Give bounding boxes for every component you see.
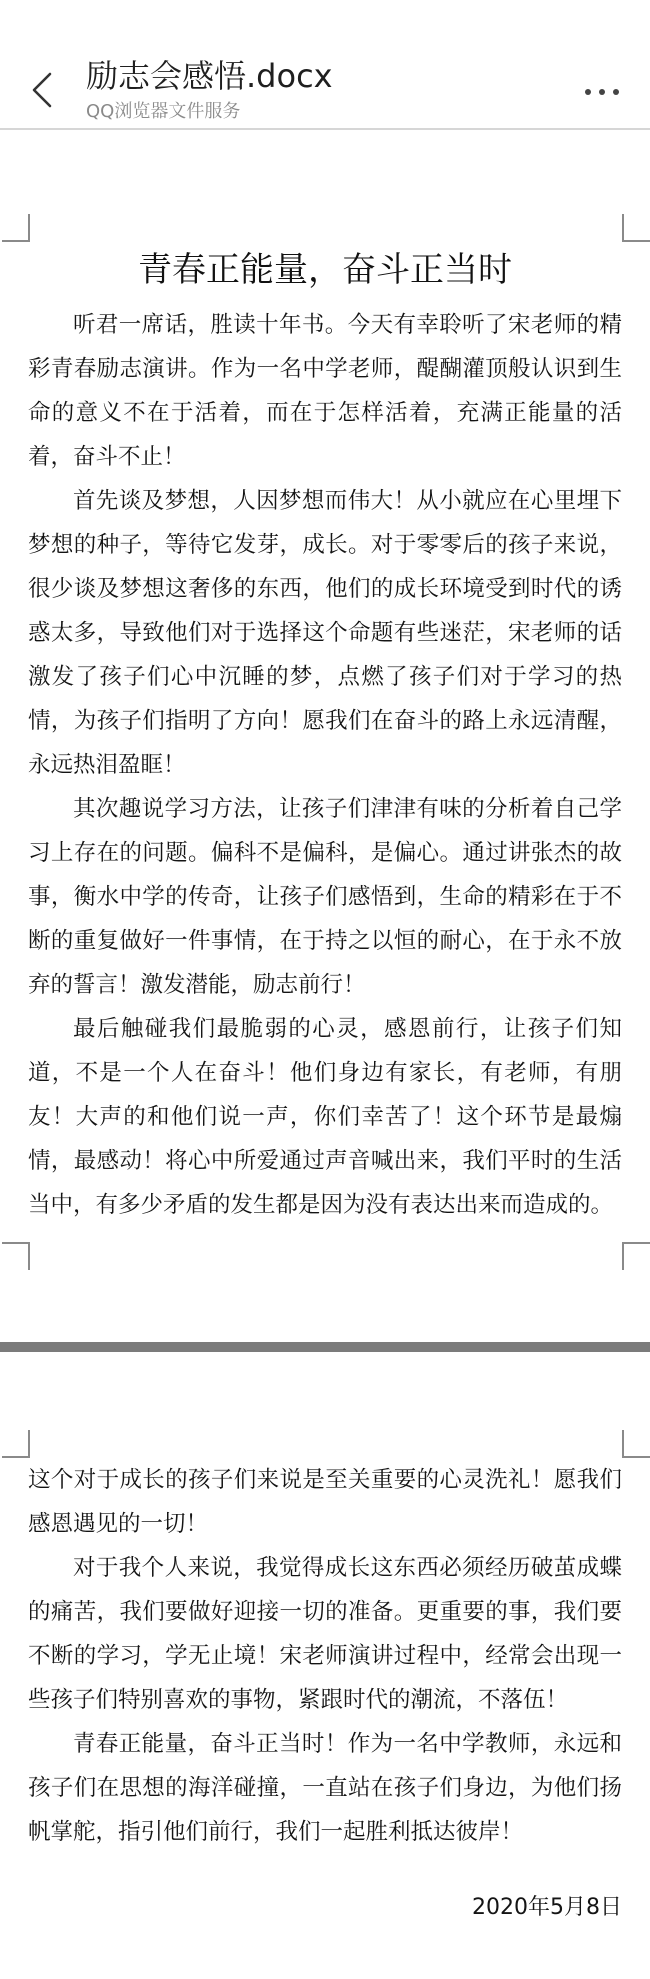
paragraph: 听君一席话，胜读十年书。今天有幸聆听了宋老师的精彩青春励志演讲。作为一名中学老师，醍醐灌顶般认识到生命的意义不在于活着，而在于怎样活着，充满正能量的活着，奋斗不止！ — [28, 312, 622, 470]
page-corner-mark — [622, 1430, 650, 1458]
more-button[interactable] — [574, 72, 630, 112]
document-page-1[interactable] — [0, 130, 650, 1330]
paragraph: 对于我个人来说，我觉得成长这东西必须经历破茧成蝶的痛苦，我们要做好迎接一切的准备。更重要的事，我们要不断的学习，学无止境！宋老师演讲过程中，经常会出现一些孩子们特别喜欢的事物，紧跟时代的潮流，不落伍！ — [28, 1555, 622, 1713]
chevron-left-icon — [30, 71, 54, 109]
top-bar — [0, 0, 650, 130]
page-corner-mark — [2, 214, 30, 242]
paragraph: 青春正能量，奋斗正当时！作为一名中学教师，永远和孩子们在思想的海洋碰撞，一直站在孩子们身边，为他们扬帆掌舵，指引他们前行，我们一起胜利抵达彼岸！ — [28, 1731, 622, 1845]
document-date: 2020年5月8日 — [472, 1895, 622, 1920]
page2-body — [28, 1458, 622, 1854]
paragraph: 其次趣说学习方法，让孩子们津津有味的分析着自己学习上存在的问题。偏科不是偏科，是偏心。通过讲张杰的故事，衡水中学的传奇，让孩子们感悟到，生命的精彩在于不断的重复做好一件事情，在于持之以恒的耐心，在于永不放弃的誓言！激发潜能，励志前行！ — [28, 796, 622, 998]
document-page-2[interactable] — [0, 1354, 650, 1979]
document-title: 青春正能量，奋斗正当时 — [138, 250, 512, 290]
page-corner-mark — [2, 1430, 30, 1458]
page-separator — [0, 1342, 650, 1352]
paragraph-continuation: 这个对于成长的孩子们来说是至关重要的心灵洗礼！愿我们感恩遇见的一切！ — [28, 1467, 622, 1537]
file-source-subtitle: QQ浏览器文件服务 — [86, 101, 241, 122]
paragraph: 最后触碰我们最脆弱的心灵，感恩前行，让孩子们知道，不是一个人在奋斗！他们身边有家长，有老师，有朋友！大声的和他们说一声，你们幸苦了！这个环节是最煽情，最感动！将心中所爱通过声音喊出来，我们平时的生活当中，有多少矛盾的发生都是因为没有表达出来而造成的。 — [28, 1016, 622, 1218]
page-corner-mark — [622, 1242, 650, 1270]
file-title: 励志会感悟.docx — [86, 57, 333, 95]
page-corner-mark — [2, 1242, 30, 1270]
back-button[interactable] — [22, 60, 62, 120]
page1-body — [28, 303, 622, 1227]
more-horizontal-icon — [582, 87, 622, 97]
paragraph: 首先谈及梦想，人因梦想而伟大！从小就应在心里埋下梦想的种子，等待它发芽，成长。对于零零后的孩子来说，很少谈及梦想这奢侈的东西，他们的成长环境受到时代的诱惑太多，导致他们对于选择这个命题有些迷茫，宋老师的话激发了孩子们心中沉睡的梦，点燃了孩子们对于学习的热情，为孩子们指明了方向！愿我们在奋斗的路上永远清醒，永远热泪盈眶！ — [28, 488, 622, 778]
page-corner-mark — [622, 214, 650, 242]
